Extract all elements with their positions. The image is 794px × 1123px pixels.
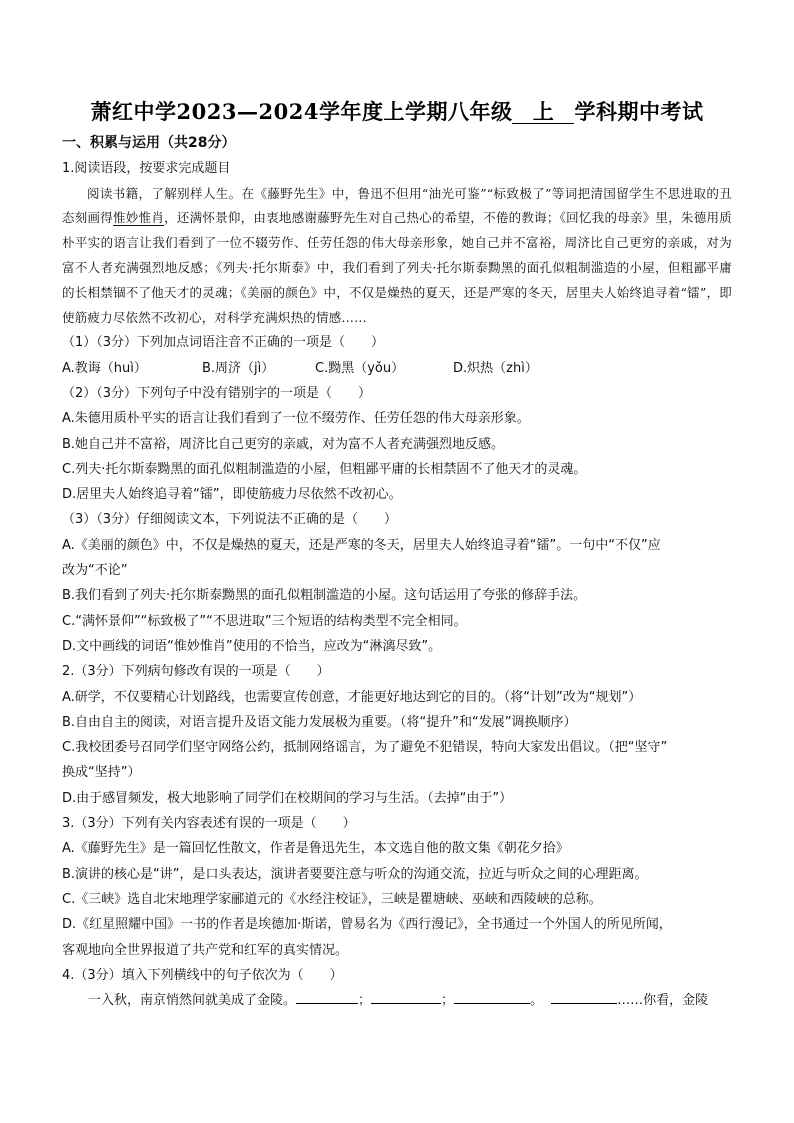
q1-3-option-c: C.“满怀景仰”“标致极了”“不思进取”三个短语的结构类型不完全相同。	[62, 613, 467, 629]
title-suffix: 学科期中考试	[574, 99, 704, 124]
reading-passage	[62, 182, 732, 331]
q1-3-stem: （3）（3分）仔细阅读文本，下列说法不正确的是（ ）	[62, 512, 398, 528]
q1-1-options	[62, 356, 732, 381]
exam-content	[62, 131, 732, 1013]
fill-blank-2[interactable]	[371, 989, 441, 1004]
q1-2-stem: （2）（3分）下列句子中没有错别字的一项是（ ）	[62, 385, 372, 401]
q4-sep-1: ；	[358, 993, 372, 1009]
q1-1-option-b: B.周济（jì）	[202, 360, 275, 376]
q4-sep-3: 。	[530, 993, 544, 1009]
q2-stem: 2.（3分）下列病句修改有误的一项是（ ）	[62, 664, 330, 680]
q1-3-option-a-line2: 改为“不论”	[62, 563, 128, 579]
q2-option-b: B.自由自主的阅读，对语言提升及语文能力发展极为重要。（将“提升”和“发展”调换顺序）	[62, 714, 577, 730]
q2-option-d: D.由于感冒频发，极大地影响了同学们在校期间的学习与生活。（去掉“由于”）	[62, 790, 513, 806]
q1-1-stem: （1）（3分）下列加点词语注音不正确的一项是（ ）	[62, 335, 385, 351]
q1-2-option-b: B.她自己并不富裕，周济比自己更穷的亲戚，对为富不人者充满强烈地反感。	[62, 436, 505, 452]
q4-text-start: 一入秋，南京悄然间就美成了金陵。	[88, 993, 297, 1009]
q1-2-option-a: A.朱德用质朴平实的语言让我们看到了一位不缀劳作、任劳任怨的伟大母亲形象。	[62, 411, 530, 427]
q4-fill-text	[62, 988, 732, 1013]
section-heading: 一、积累与运用（共28分）	[62, 135, 236, 151]
q3-option-a: A.《藤野先生》是一篇回忆性散文，作者是鲁迅先生，本文选自他的散文集《朝花夕拾》	[62, 841, 569, 857]
title-prefix: 萧红中学2023—2024学年度上学期八年级	[90, 99, 513, 124]
fill-blank-4[interactable]	[551, 989, 617, 1004]
q4-sep-2: ；	[441, 993, 455, 1009]
q1-2-option-d: D.居里夫人始终追寻着“镭”，即使筋疲力尽依然不改初心。	[62, 487, 402, 503]
q1-1-option-d: D.炽热（zhì）	[453, 360, 538, 376]
passage-text-b: ，还满怀景仰，由衷地感谢藤野先生对自己热心的希望，不倦的教诲；《回忆我的母亲》里，朱德用质朴平实的语言让我们看到了一位不辍劳作、任劳任怨的伟大母亲形象，她自己并不富裕，周济比自己更穷的亲戚，对为富不人者充满强烈地反感；《列夫·托尔斯泰》中，我们看到了列夫·托尔斯泰黝黑的面孔似粗制滥造的小屋，但粗鄙平庸的长相禁锢不了他天才的灵魂；《美丽的颜色》中，不仅是燥热的夏天，还是严寒的冬天，居里夫人始终追寻着“镭”，即使筋疲力尽依然不改初心，对科学充满炽热的情感……	[62, 210, 732, 325]
q3-stem: 3.（3分）下列有关内容表述有误的一项是（ ）	[62, 816, 356, 832]
fill-blank-1[interactable]	[296, 989, 358, 1004]
q1-1-option-a: A.教诲（huì）	[62, 360, 147, 376]
q4-text-end: ……你看，金陵	[617, 993, 709, 1009]
q1-3-option-a-line1: A.《美丽的颜色》中，不仅是燥热的夏天，还是严寒的冬天，居里夫人始终追寻着“镭”。一句中“不仅”应	[62, 537, 661, 553]
q1-2-option-c: C.列夫·托尔斯泰黝黑的面孔似粗制滥造的小屋，但粗鄙平庸的长相禁固不了他天才的灵魂。	[62, 461, 587, 477]
underlined-phrase: 惟妙惟肖	[113, 210, 165, 226]
q1-3-option-b: B.我们看到了列夫·托尔斯泰黝黑的面孔似粗制滥造的小屋。这句话运用了夸张的修辞手法。	[62, 588, 587, 604]
title-subject-blank: 上	[512, 100, 574, 124]
exam-title	[0, 96, 794, 126]
fill-blank-3[interactable]	[454, 989, 530, 1004]
q3-option-c: C.《三峡》选自北宋地理学家郦道元的《水经注校证》，三峡是瞿塘峡、巫峡和西陵峡的总称。	[62, 891, 602, 907]
q1-1-option-c: C.黝黑（yǒu）	[315, 360, 405, 376]
q1-3-option-d: D.文中画线的词语“惟妙惟肖”使用的不恰当，应改为“淋漓尽致”。	[62, 638, 442, 654]
q4-stem: 4.（3分）填入下列横线中的句子依次为（ ）	[62, 967, 343, 983]
q3-option-d-line1: D.《红星照耀中国》一书的作者是埃德加·斯诺，曾易名为《西行漫记》，全书通过一个外国人的所见所闻，	[62, 917, 672, 933]
q3-option-d-line2: 客观地向全世界报道了共产党和红军的真实情况。	[62, 942, 349, 958]
q2-option-a: A.研学，不仅要精心计划路线，也需要宣传创意，才能更好地达到它的目的。（将“计划”改为“规划”）	[62, 689, 642, 705]
q2-option-c-line2: 换成“坚持”）	[62, 765, 141, 781]
q2-option-c-line1: C.我校团委号召同学们坚守网络公约，抵制网络谣言，为了避免不犯错误，特向大家发出倡议。（把“坚守”	[62, 740, 668, 756]
q1-intro: 1.阅读语段，按要求完成题目	[62, 161, 231, 177]
passage-paragraph	[62, 182, 732, 331]
passage-text-a: 阅读书籍，了解别样人生。在《藤野先生》中，鲁迅不但用“油光可鉴”“标致极了”等词把清国留学生不思进取的丑态刻画得	[62, 185, 732, 226]
q3-option-b: B.演讲的核心是“讲”，是口头表达，演讲者要要注意与听众的沟通交流，拉近与听众之间的心理距离。	[62, 866, 648, 882]
